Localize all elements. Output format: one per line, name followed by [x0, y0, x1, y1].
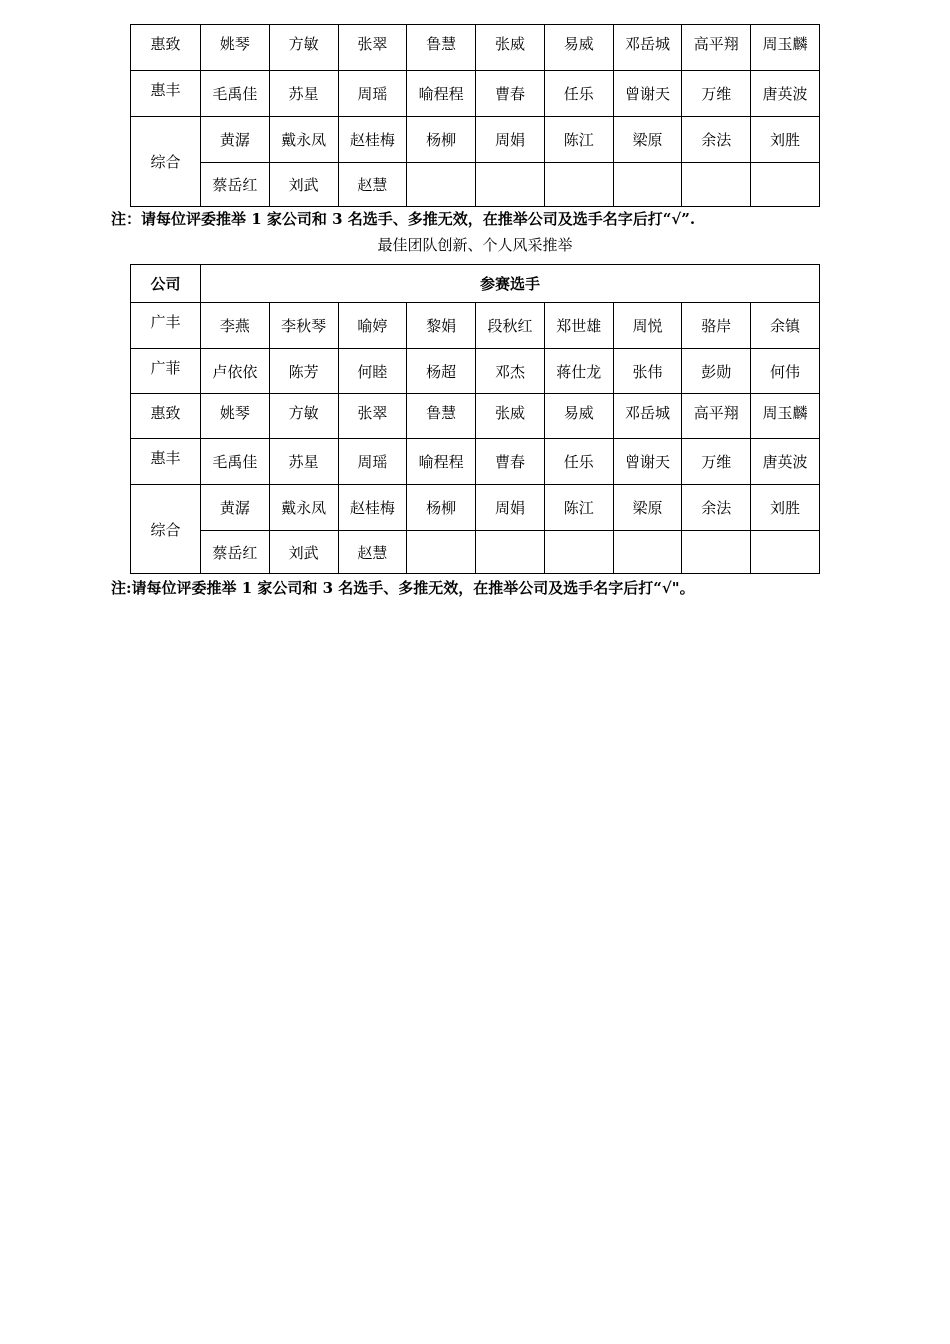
- players-header: 参赛选手: [201, 265, 820, 303]
- player-cell: 易威: [544, 394, 613, 439]
- player-cell: 赵慧: [338, 163, 407, 207]
- table-row: [131, 485, 820, 531]
- table-row: [131, 531, 820, 574]
- company-cell: 惠致: [131, 394, 201, 439]
- empty-cell: [682, 531, 751, 574]
- player-cell: 陈芳: [269, 349, 338, 394]
- player-cell: 周瑶: [338, 71, 407, 117]
- player-cell: 任乐: [544, 439, 613, 485]
- player-cell: 张威: [476, 394, 545, 439]
- table-row: [131, 439, 820, 485]
- player-cell: 卢依依: [201, 349, 270, 394]
- table-row: [131, 163, 820, 207]
- player-cell: 曹春: [476, 71, 545, 117]
- table-row: [131, 71, 820, 117]
- player-cell: 杨柳: [407, 117, 476, 163]
- nomination-table-2: [130, 264, 820, 574]
- player-cell: 唐英波: [751, 71, 820, 117]
- player-cell: 方敏: [269, 394, 338, 439]
- player-cell: 刘武: [269, 163, 338, 207]
- player-cell: 鲁慧: [407, 25, 476, 71]
- player-cell: 余镇: [751, 303, 820, 349]
- player-cell: 余法: [682, 485, 751, 531]
- player-cell: 张翠: [338, 25, 407, 71]
- player-cell: 鲁慧: [407, 394, 476, 439]
- player-cell: 刘胜: [751, 485, 820, 531]
- company-header: 公司: [131, 265, 201, 303]
- empty-cell: [613, 163, 682, 207]
- table-row: [131, 349, 820, 394]
- empty-cell: [682, 163, 751, 207]
- player-cell: 喻婷: [338, 303, 407, 349]
- player-cell: 骆岸: [682, 303, 751, 349]
- header-row: [131, 265, 820, 303]
- empty-cell: [407, 531, 476, 574]
- player-cell: 梁原: [613, 485, 682, 531]
- player-cell: 蒋仕龙: [544, 349, 613, 394]
- empty-cell: [613, 531, 682, 574]
- player-cell: 李秋琴: [269, 303, 338, 349]
- player-cell: 彭勋: [682, 349, 751, 394]
- company-cell: 惠丰: [131, 439, 201, 485]
- empty-cell: [476, 531, 545, 574]
- player-cell: 万维: [682, 439, 751, 485]
- empty-cell: [751, 163, 820, 207]
- player-cell: 何伟: [751, 349, 820, 394]
- player-cell: 黄潺: [201, 485, 270, 531]
- player-cell: 赵桂梅: [338, 485, 407, 531]
- note-text: 注:请每位评委推举 1 家公司和 3 名选手、多推无效，在推举公司及选手名字后打“√"。: [111, 579, 695, 597]
- player-cell: 毛禹佳: [201, 71, 270, 117]
- player-cell: 苏星: [269, 439, 338, 485]
- player-cell: 姚琴: [201, 394, 270, 439]
- player-cell: 郑世雄: [544, 303, 613, 349]
- player-cell: 姚琴: [201, 25, 270, 71]
- section-caption: 最佳团队创新、个人风采推举: [377, 236, 573, 254]
- player-cell: 杨超: [407, 349, 476, 394]
- table-row: [131, 25, 820, 71]
- player-cell: 喻程程: [407, 439, 476, 485]
- player-cell: 刘武: [269, 531, 338, 574]
- player-cell: 蔡岳红: [201, 531, 270, 574]
- player-cell: 李燕: [201, 303, 270, 349]
- player-cell: 杨柳: [407, 485, 476, 531]
- player-cell: 曹春: [476, 439, 545, 485]
- player-cell: 曾谢天: [613, 439, 682, 485]
- player-cell: 周瑶: [338, 439, 407, 485]
- player-cell: 黄潺: [201, 117, 270, 163]
- player-cell: 周娟: [476, 117, 545, 163]
- player-cell: 戴永凤: [269, 485, 338, 531]
- player-cell: 陈江: [544, 117, 613, 163]
- player-cell: 梁原: [613, 117, 682, 163]
- player-cell: 周悦: [613, 303, 682, 349]
- player-cell: 邓岳城: [613, 25, 682, 71]
- company-cell: 广丰: [131, 303, 201, 349]
- company-cell: 广菲: [131, 349, 201, 394]
- empty-cell: [751, 531, 820, 574]
- table-row: [131, 303, 820, 349]
- empty-cell: [407, 163, 476, 207]
- player-cell: 余法: [682, 117, 751, 163]
- player-cell: 任乐: [544, 71, 613, 117]
- company-cell: 综合: [131, 485, 201, 574]
- player-cell: 毛禹佳: [201, 439, 270, 485]
- player-cell: 张威: [476, 25, 545, 71]
- player-cell: 刘胜: [751, 117, 820, 163]
- player-cell: 邓杰: [476, 349, 545, 394]
- table-row: [131, 117, 820, 163]
- player-cell: 戴永凤: [269, 117, 338, 163]
- player-cell: 喻程程: [407, 71, 476, 117]
- player-cell: 张伟: [613, 349, 682, 394]
- company-cell: 综合: [131, 117, 201, 207]
- player-cell: 邓岳城: [613, 394, 682, 439]
- player-cell: 张翠: [338, 394, 407, 439]
- empty-cell: [544, 531, 613, 574]
- company-cell: 惠丰: [131, 71, 201, 117]
- player-cell: 何睦: [338, 349, 407, 394]
- player-cell: 高平翔: [682, 25, 751, 71]
- player-cell: 方敏: [269, 25, 338, 71]
- player-cell: 段秋红: [476, 303, 545, 349]
- player-cell: 唐英波: [751, 439, 820, 485]
- player-cell: 曾谢天: [613, 71, 682, 117]
- player-cell: 高平翔: [682, 394, 751, 439]
- nomination-table-1: [130, 24, 820, 207]
- player-cell: 黎娟: [407, 303, 476, 349]
- player-cell: 周玉麟: [751, 25, 820, 71]
- company-cell: 惠致: [131, 25, 201, 71]
- table-row: [131, 394, 820, 439]
- player-cell: 万维: [682, 71, 751, 117]
- player-cell: 易威: [544, 25, 613, 71]
- empty-cell: [544, 163, 613, 207]
- player-cell: 赵桂梅: [338, 117, 407, 163]
- player-cell: 周娟: [476, 485, 545, 531]
- player-cell: 陈江: [544, 485, 613, 531]
- empty-cell: [476, 163, 545, 207]
- player-cell: 赵慧: [338, 531, 407, 574]
- note-text: 注：请每位评委推举 1 家公司和 3 名选手、多推无效，在推举公司及选手名字后打“√”.: [111, 210, 696, 228]
- player-cell: 周玉麟: [751, 394, 820, 439]
- player-cell: 苏星: [269, 71, 338, 117]
- player-cell: 蔡岳红: [201, 163, 270, 207]
